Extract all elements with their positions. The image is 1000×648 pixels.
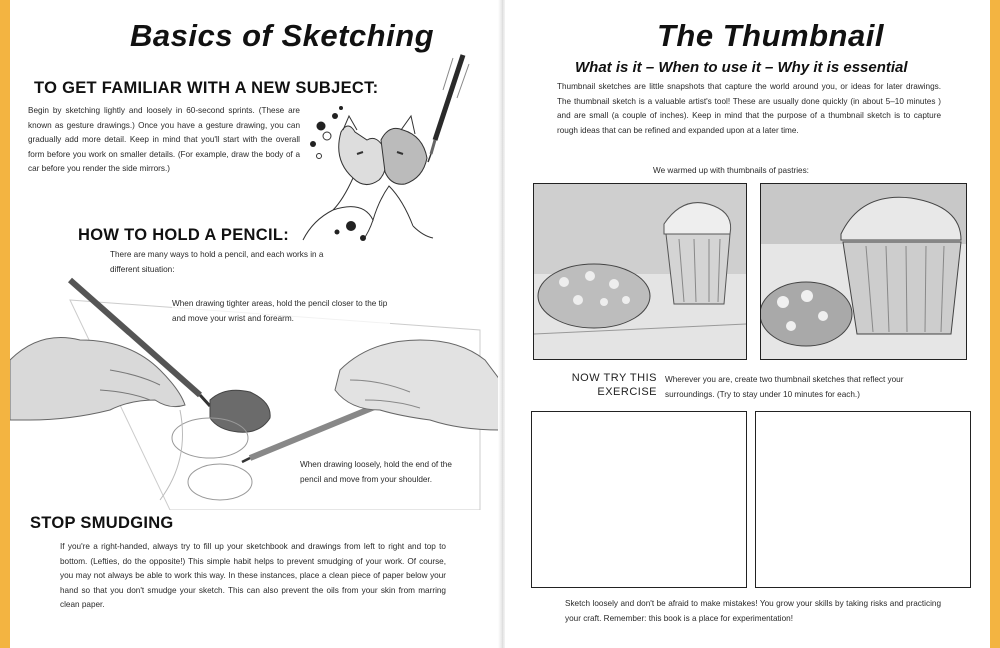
- cupcake-closeup-sketch: [761, 184, 966, 359]
- exercise-thumbnail-box-2[interactable]: [755, 411, 971, 588]
- left-page-title: Basics of Sketching: [130, 18, 435, 53]
- pencil-heading: HOW TO HOLD A PENCIL:: [78, 226, 290, 244]
- wolves-brush-illustration: [293, 50, 483, 245]
- right-page: [505, 0, 990, 648]
- pastry-thumbnail-2: [760, 183, 967, 360]
- right-page-subtitle: What is it – When to use it – Why it is essential: [575, 59, 908, 76]
- smudge-body: If you're a right-handed, always try to fill up your sketchbook and drawings from left to right and top to bottom. (Lefties, do the opposite!) This simple habit helps to prevent smudging of your work. Of course, you may not always be able to work this way. In these instances, place a clean piece of paper below your hand so that you don't smudge your sketch. This can also prevent the oils from your skin from marring clean paper.: [60, 542, 446, 610]
- pastries-caption: We warmed up with thumbnails of pastries:: [653, 166, 809, 175]
- exercise-instruction: Wherever you are, create two thumbnail sketches that reflect your surroundings. (Try to stay under 10 minutes for each.): [665, 375, 904, 399]
- loose-grip-tip: When drawing loosely, hold the end of the pencil and move from your shoulder.: [300, 458, 470, 487]
- subject-body: Begin by sketching lightly and loosely in 60-second sprints. (These are known as gesture drawings.) Once you have a gesture drawing, you can gradually add more detail. Keep in mind that you'll start with the overall form before you work on smaller details. (For example, draw the body of a car before you render the side mirrors.): [28, 106, 300, 174]
- smudge-heading: STOP SMUDGING: [30, 514, 174, 532]
- thumbnail-intro: Thumbnail sketches are little snapshots that capture the world around you, or ideas for later drawings. The thumbnail sketch is a valuable artist's tool! These are usually done quickly (in about 5–10 minutes ) and are small (a couple of inches). Keep in mind that the purpose of a thumbnail sketch is to capture rough ideas that can be refined and expanded upon at a later time.: [557, 82, 941, 135]
- subject-heading: TO GET FAMILIAR WITH A NEW SUBJECT:: [34, 79, 379, 97]
- tight-grip-tip: When drawing tighter areas, hold the pencil closer to the tip and move your wrist and forearm.: [172, 297, 390, 326]
- footer-note: Sketch loosely and don't be afraid to make mistakes! You grow your skills by taking risks and practicing your craft. Remember: this book is a place for experimentation!: [565, 599, 941, 623]
- pencil-intro: There are many ways to hold a pencil, and each works in a different situation:: [110, 250, 324, 274]
- exercise-label: [529, 371, 657, 399]
- cupcake-cookie-sketch: [534, 184, 746, 359]
- pastry-thumbnail-1: [533, 183, 747, 360]
- exercise-label-line2: EXERCISE: [597, 386, 657, 398]
- exercise-thumbnail-box-1[interactable]: [531, 411, 747, 588]
- left-page: [10, 0, 500, 648]
- right-page-title: The Thumbnail: [657, 18, 884, 53]
- exercise-label-line1: NOW TRY THIS: [571, 372, 657, 384]
